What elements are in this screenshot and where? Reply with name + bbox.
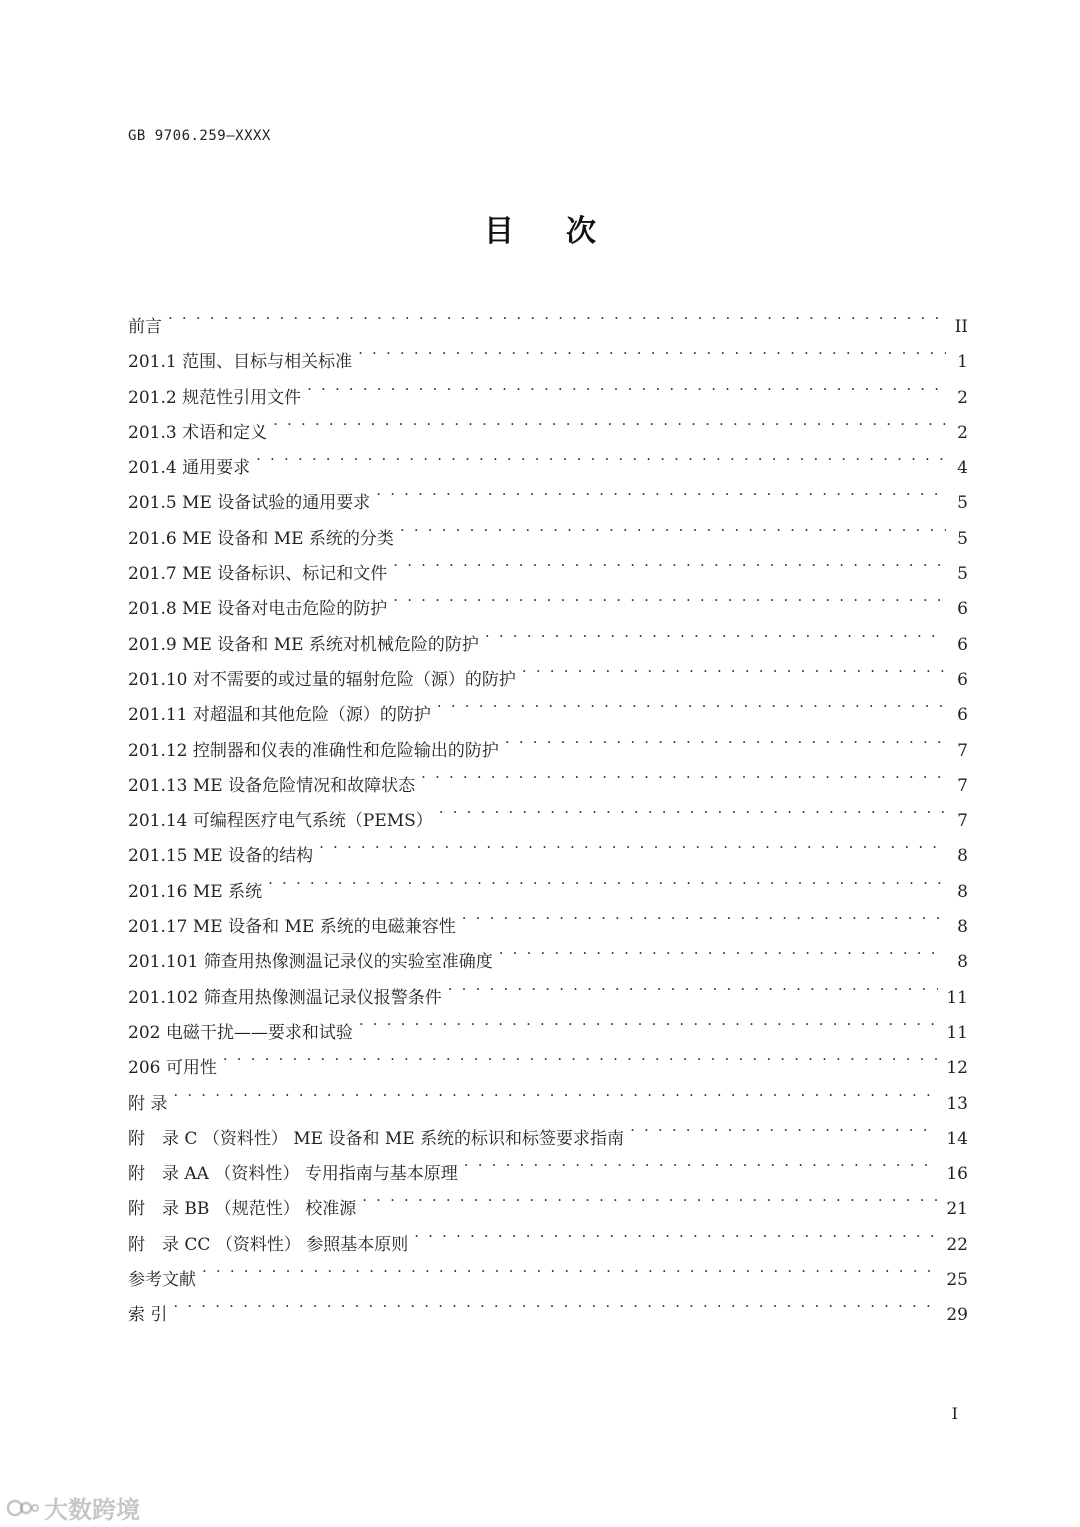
toc-entry-page: 21 [946, 1199, 968, 1220]
toc-leader-dots [439, 791, 946, 826]
toc-leader-dots [256, 438, 946, 473]
toc-entry-page: 6 [957, 634, 968, 655]
toc-entry[interactable] [128, 1074, 968, 1114]
toc-entry-label: 201.101 筛查用热像测温记录仪的实验室准确度 [128, 952, 493, 973]
toc-leader-dots [362, 1179, 938, 1214]
toc-entry-label: 201.12 控制器和仪表的准确性和危险输出的防护 [128, 740, 499, 761]
toc-entry-page: 5 [957, 493, 968, 514]
toc-entry-page: 1 [957, 352, 968, 373]
page-title: 目次 [484, 214, 648, 249]
toc-entry-page: 7 [957, 775, 968, 796]
toc-entry-label: 201.1 范围、目标与相关标准 [128, 352, 353, 373]
toc-leader-dots [358, 332, 946, 367]
toc-entry-label: 201.13 ME 设备危险情况和故障状态 [128, 775, 416, 796]
toc-leader-dots [307, 368, 946, 403]
toc-entry-label: 201.17 ME 设备和 ME 系统的电磁兼容性 [128, 917, 456, 938]
toc-leader-dots [505, 721, 946, 756]
toc-entry-label: 201.11 对超温和其他危险（源）的防护 [128, 705, 431, 726]
toc-entry-page: 6 [957, 599, 968, 620]
toc-leader-dots [393, 579, 946, 614]
toc-leader-dots [168, 297, 946, 332]
page-number: I [951, 1404, 958, 1423]
toc-entry[interactable] [128, 332, 968, 373]
toc-leader-dots [448, 968, 939, 1003]
toc-entry-label: 201.3 术语和定义 [128, 422, 268, 443]
watermark [6, 1490, 140, 1525]
toc-leader-dots [522, 650, 946, 685]
toc-entry-page: 8 [957, 917, 968, 938]
watermark-logo-icon [6, 1496, 40, 1520]
watermark-text: 大数跨境 [44, 1496, 140, 1524]
toc-leader-dots [273, 403, 946, 438]
toc-entry-label: 206 可用性 [128, 1058, 217, 1079]
toc-entry-page: 29 [946, 1305, 968, 1326]
toc-entry-page: 12 [946, 1058, 968, 1079]
toc-entry-label: 201.9 ME 设备和 ME 系统对机械危险的防护 [128, 634, 479, 655]
toc-entry-label: 参考文献 [128, 1270, 196, 1291]
toc-entry-label: 201.2 规范性引用文件 [128, 387, 302, 408]
toc-entry[interactable] [128, 1109, 968, 1149]
toc-leader-dots [173, 1074, 938, 1109]
toc-entry-page: 11 [946, 987, 968, 1008]
toc-entry-page: 6 [957, 669, 968, 690]
toc-leader-dots [376, 473, 946, 508]
toc-entry-label: 附 录 CC （资料性） 参照基本原则 [128, 1234, 409, 1255]
toc-entry[interactable] [128, 1250, 968, 1291]
toc-entry-page: 22 [946, 1234, 968, 1255]
toc-entry-page: 2 [957, 387, 968, 408]
toc-entry-label: 201.7 ME 设备标识、标记和文件 [128, 564, 388, 585]
toc-entry-label: 201.14 可编程医疗电气系统（PEMS） [128, 811, 433, 832]
toc-entry-page: 7 [957, 811, 968, 832]
toc-leader-dots [630, 1109, 938, 1144]
toc-leader-dots [499, 932, 946, 967]
toc-leader-dots [437, 685, 946, 720]
toc-leader-dots [462, 897, 946, 932]
toc-entry-label: 201.15 ME 设备的结构 [128, 846, 314, 867]
toc-leader-dots [393, 544, 946, 579]
table-of-contents [128, 297, 968, 1326]
toc-leader-dots [414, 1215, 938, 1250]
toc-entry-label: 索 引 [128, 1305, 168, 1326]
toc-entry-page: 5 [957, 564, 968, 585]
toc-entry-page: 14 [946, 1128, 968, 1149]
toc-leader-dots [173, 1285, 938, 1320]
toc-entry-label: 附 录 BB （规范性） 校准源 [128, 1199, 357, 1220]
toc-entry-page: 16 [946, 1164, 968, 1185]
document-code: GB 9706.259—XXXX [128, 128, 271, 144]
toc-entry-label: 附 录 AA （资料性） 专用指南与基本原理 [128, 1164, 458, 1185]
toc-entry-label: 前言 [128, 317, 162, 337]
toc-entry-label: 201.6 ME 设备和 ME 系统的分类 [128, 528, 394, 549]
toc-entry-label: 附 录 [128, 1093, 168, 1114]
toc-entry[interactable] [128, 1038, 968, 1079]
toc-entry-label: 201.10 对不需要的或过量的辐射危险（源）的防护 [128, 669, 516, 690]
toc-entry-page: 2 [957, 422, 968, 443]
toc-leader-dots [268, 862, 946, 897]
toc-leader-dots [359, 1003, 939, 1038]
toc-entry-label: 202 电磁干扰——要求和试验 [128, 1022, 353, 1043]
toc-entry-page: 13 [946, 1093, 968, 1114]
toc-entry-label: 201.4 通用要求 [128, 458, 251, 479]
toc-entry-page: 6 [957, 705, 968, 726]
toc-entry[interactable] [128, 297, 968, 337]
toc-entry-label: 201.102 筛查用热像测温记录仪报警条件 [128, 987, 442, 1008]
toc-leader-dots [202, 1250, 938, 1285]
toc-leader-dots [485, 615, 946, 650]
toc-entry-page: 8 [957, 952, 968, 973]
toc-entry-page: 8 [957, 881, 968, 902]
toc-entry-label: 201.5 ME 设备试验的通用要求 [128, 493, 371, 514]
toc-leader-dots [400, 509, 946, 544]
toc-entry-page: II [954, 317, 968, 337]
toc-entry-page: 4 [957, 458, 968, 479]
toc-entry-page: 25 [946, 1270, 968, 1291]
toc-entry-label: 201.8 ME 设备对电击危险的防护 [128, 599, 388, 620]
toc-entry[interactable] [128, 1285, 968, 1326]
toc-entry-label: 附 录 C （资料性） ME 设备和 ME 系统的标识和标签要求指南 [128, 1128, 625, 1149]
toc-entry-label: 201.16 ME 系统 [128, 881, 263, 902]
toc-leader-dots [421, 756, 946, 791]
toc-entry-page: 7 [957, 740, 968, 761]
toc-entry-page: 11 [946, 1022, 968, 1043]
toc-leader-dots [223, 1038, 939, 1073]
toc-leader-dots [464, 1144, 939, 1179]
toc-leader-dots [319, 826, 946, 861]
toc-entry-page: 5 [957, 528, 968, 549]
toc-entry-page: 8 [957, 846, 968, 867]
